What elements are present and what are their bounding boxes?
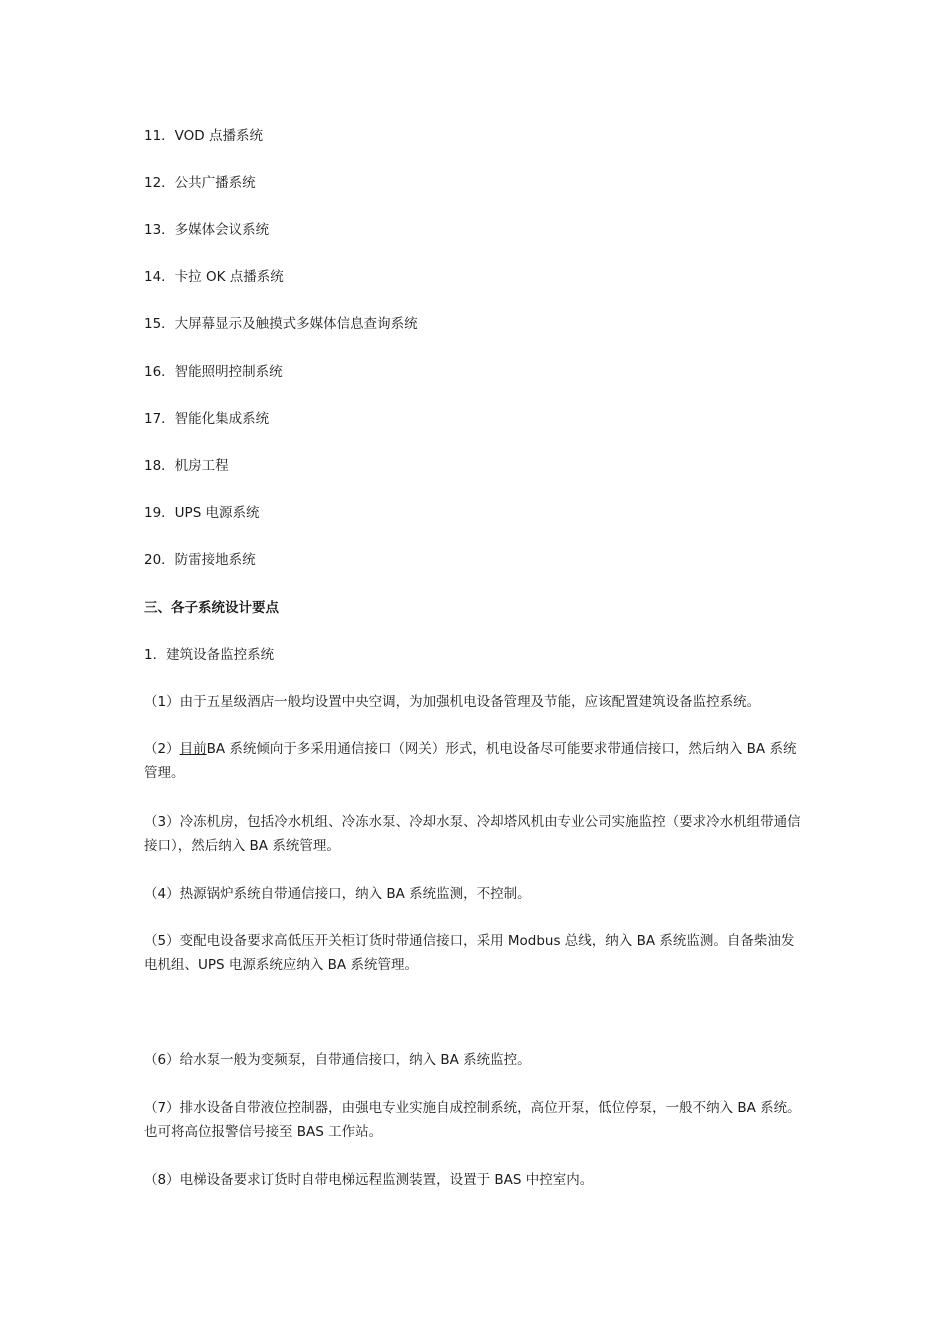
list-item: 18．机房工程 [144,458,229,474]
list-item: 13．多媒体会议系统 [144,222,270,238]
paragraph-3: （3）冷冻机房，包括冷水机组、冷冻水泵、冷却水泵、冷却塔风机由专业公司实施监控（要求冷水机组带通信接口），然后纳入 BA 系统管理。 [144,814,801,854]
list-item: 15．大屏幕显示及触摸式多媒体信息查询系统 [144,316,418,332]
list-item: 17．智能化集成系统 [144,411,270,427]
list-item: 19．UPS 电源系统 [144,505,260,521]
paragraph-2 [144,737,806,785]
list-item: 16．智能照明控制系统 [144,364,283,380]
subsection-title: 1．建筑设备监控系统 [144,647,275,663]
paragraph-8: （8）电梯设备要求订货时自带电梯远程监测装置，设置于 BAS 中控室内。 [144,1172,594,1188]
list-item: 14．卡拉 OK 点播系统 [144,269,284,285]
underlined-text: 目前 [179,741,207,757]
paragraph-6: （6）给水泵一般为变频泵，自带通信接口，纳入 BA 系统监控。 [144,1052,531,1068]
paragraph-1: （1）由于五星级酒店一般均设置中央空调，为加强机电设备管理及节能，应该配置建筑设备监控系统。 [144,694,761,710]
paragraph-2-body: BA 系统倾向于多采用通信接口（网关）形式，机电设备尽可能要求带通信接口，然后纳入 BA 系统管理。 [144,741,797,781]
paragraph-2-prefix: （2） [144,741,180,757]
paragraph-5: （5）变配电设备要求高低压开关柜订货时带通信接口，采用 Modbus 总线，纳入 BA 系统监测。自备柴油发电机组、UPS 电源系统应纳入 BA 系统管理。 [144,933,795,973]
list-item: 11．VOD 点播系统 [144,128,263,144]
paragraph-7: （7）排水设备自带液位控制器，由强电专业实施自成控制系统，高位开泵，低位停泵，一般不纳入 BA 系统。也可将高位报警信号接至 BAS 工作站。 [144,1100,801,1140]
list-item: 12．公共广播系统 [144,175,256,191]
paragraph-4: （4）热源锅炉系统自带通信接口，纳入 BA 系统监测，不控制。 [144,886,531,902]
list-item: 20．防雷接地系统 [144,552,256,568]
section-heading: 三、各子系统设计要点 [144,600,279,616]
